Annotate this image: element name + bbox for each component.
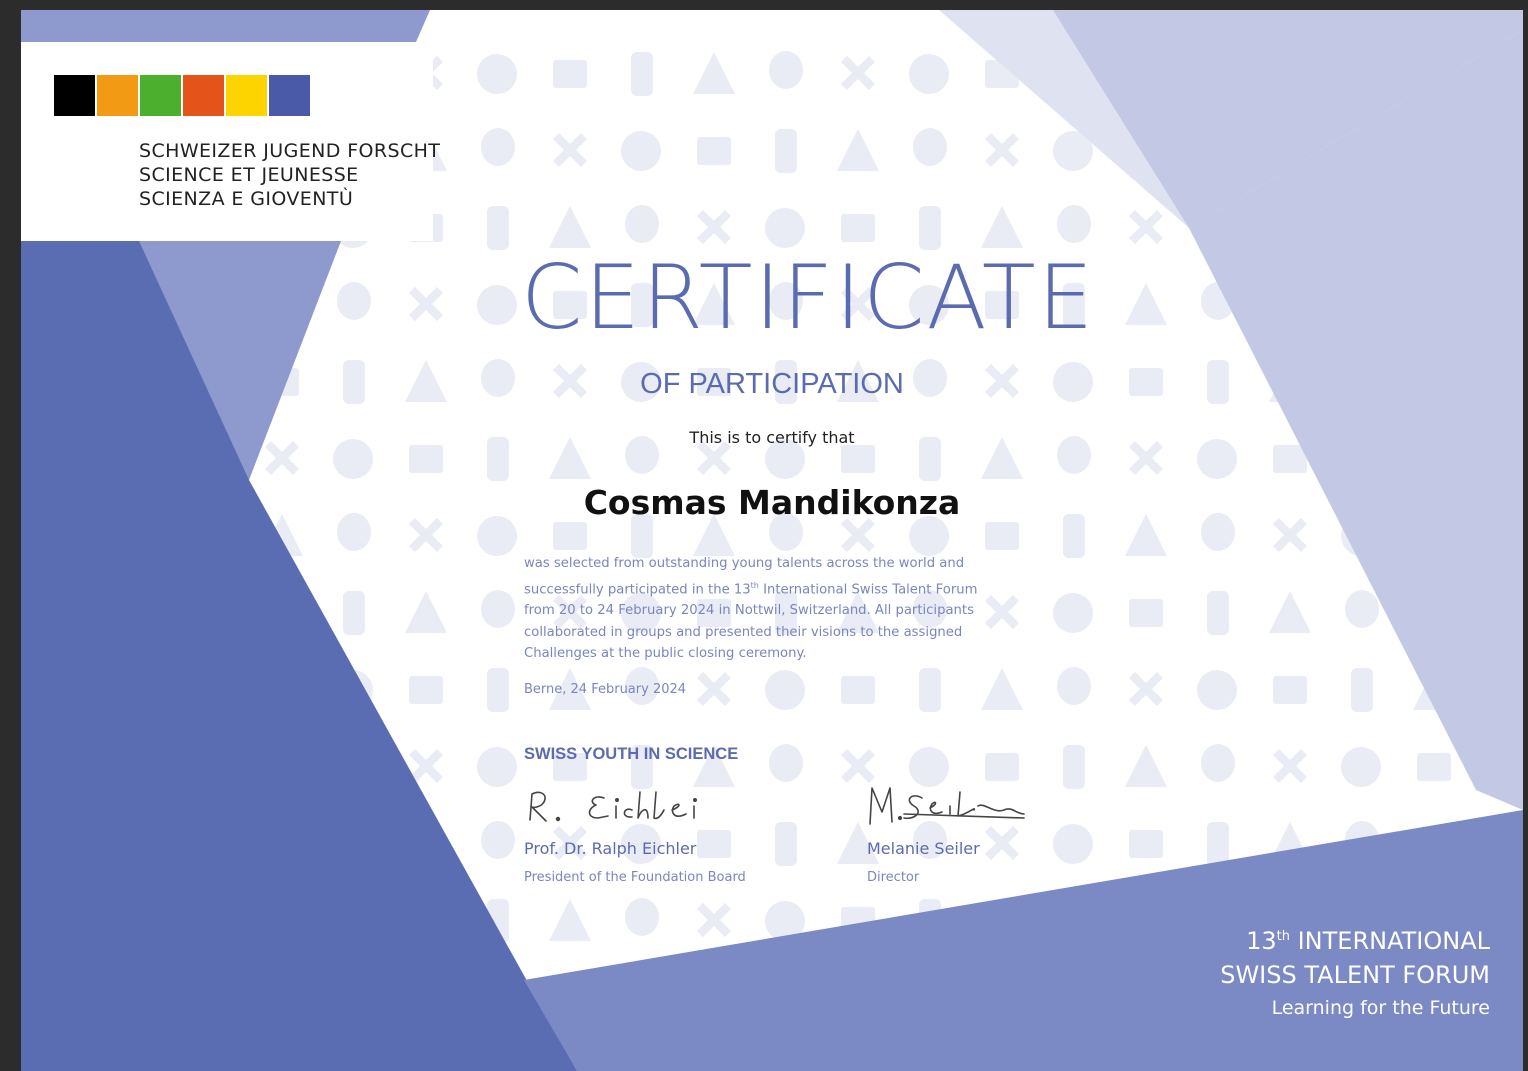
pattern-icon [405,360,447,402]
pattern-icon [1201,744,1235,782]
pattern-icon [1053,593,1093,633]
pattern-icon [549,899,591,941]
pattern-icon [1057,667,1091,705]
pattern-icon [1201,513,1235,551]
pattern-icon [985,826,1019,860]
pattern-icon [1207,591,1229,635]
pattern-icon [477,747,517,787]
pattern-icon [1053,362,1093,402]
pattern-icon [409,287,443,321]
pattern-icon [477,54,517,94]
pattern-icon [1125,745,1167,787]
logo-color-bar-orange [97,75,138,116]
pattern-icon [1197,439,1237,479]
pattern-icon [1129,672,1163,706]
pattern-icon [477,516,517,556]
pattern-icon [1053,824,1093,864]
forum-line-1 [1220,920,1490,958]
recipient-name: Cosmas Mandikonza [583,483,961,522]
pattern-icon [1273,749,1307,783]
pattern-icon [1207,360,1229,404]
pattern-icon [481,590,515,628]
pattern-icon [343,591,365,635]
pattern-icon [985,522,1019,550]
body-text-part2: International Swiss Talent Forum from 20 to 24 February 2024 in Nottwil, Switzerland. All participants collaborated in groups and presented their visions to the assigned Challenges at the public closing ceremony. [524,581,978,662]
place-date: Berne, 24 February 2024 [524,682,687,697]
pattern-icon [765,670,805,710]
logo-color-bar-green [140,75,181,116]
pattern-icon [1207,822,1229,866]
logo-color-bar-black [54,75,95,116]
signatory-name-2: Melanie Seiler [867,839,980,858]
pattern-icon [265,441,299,475]
pattern-icon [1197,670,1237,710]
certificate-body-text [524,553,984,665]
pattern-icon [985,595,1019,629]
pattern-icon [697,210,731,244]
pattern-icon [343,360,365,404]
pattern-icon [697,137,731,165]
pattern-icon [837,129,879,171]
pattern-icon [1417,753,1451,781]
body-text-ordinal: th [750,580,759,590]
body-text-part1: was selected from outstanding young talents across the world and successfully participated in the 13 [524,556,965,597]
pattern-icon [553,133,587,167]
certificate-title: CERTIFICATE [521,246,1096,349]
pattern-icon [1273,445,1307,473]
certify-text: This is to certify that [689,428,855,447]
pattern-icon [409,676,443,704]
pattern-icon [985,753,1019,781]
signature-eichler [524,788,739,828]
pattern-icon [481,359,515,397]
pattern-icon [1129,368,1163,396]
pattern-icon [405,591,447,633]
pattern-icon [919,668,941,712]
pattern-icon [1125,514,1167,556]
pattern-icon [1063,745,1085,789]
logo-color-bar-yellow [226,75,267,116]
forum-tagline: Learning for the Future [1271,997,1490,1019]
pattern-icon [697,672,731,706]
pattern-icon [1341,747,1381,787]
pattern-icon [775,129,797,173]
pattern-icon [487,437,509,481]
top-left-band [21,10,430,42]
pattern-icon [841,56,875,90]
certificate-subtitle: OF PARTICIPATION [640,368,904,400]
pattern-icon [697,903,731,937]
pattern-icon [841,676,875,704]
pattern-icon [625,205,659,243]
signatory-role-2: Director [867,870,920,885]
signature-seiler [864,784,1034,828]
forum-title-block [1220,920,1490,1024]
pattern-icon [625,898,659,936]
pattern-icon [333,439,373,479]
pattern-icon [553,60,587,88]
org-name-french: SCIENCE ET JEUNESSE [139,164,359,186]
certificate-page [21,10,1523,1071]
pattern-icon [1129,441,1163,475]
pattern-icon [631,52,653,96]
pattern-icon [1269,591,1311,633]
pattern-icon [621,131,661,171]
pattern-icon [481,821,515,859]
organization-heading: SWISS YOUTH IN SCIENCE [524,745,739,763]
pattern-icon [481,128,515,166]
pattern-icon [981,206,1023,248]
pattern-icon [409,445,443,473]
pattern-icon [477,285,517,325]
pattern-icon [1345,590,1379,628]
pattern-icon [909,516,949,556]
pattern-icon [841,749,875,783]
forum-number: 13 [1246,927,1277,955]
pattern-icon [1129,599,1163,627]
pattern-icon [549,206,591,248]
logo-color-bar-red [183,75,224,116]
pattern-icon [841,445,875,473]
signatory-role-1: President of the Foundation Board [524,870,746,885]
pattern-icon [981,668,1023,710]
pattern-icon [841,518,875,552]
forum-ordinal: th [1276,929,1290,944]
org-name-italian: SCIENZA E GIOVENTÙ [139,188,354,210]
pattern-icon [409,518,443,552]
pattern-icon [487,668,509,712]
signatory-name-1: Prof. Dr. Ralph Eichler [524,839,697,858]
pattern-icon [337,282,371,320]
organization-logo-card [21,42,441,241]
pattern-icon [697,830,731,858]
pattern-icon [765,208,805,248]
pattern-icon [1129,830,1163,858]
pattern-icon [841,214,875,242]
pattern-icon [775,822,797,866]
logo-color-bar-blue [269,75,310,116]
pattern-icon [909,54,949,94]
pattern-icon [1125,283,1167,325]
pattern-icon [1351,668,1373,712]
org-name-german: SCHWEIZER JUGEND FORSCHT [139,140,441,162]
pattern-icon [913,128,947,166]
pattern-icon [909,747,949,787]
pattern-icon [1273,676,1307,704]
pattern-icon [1273,518,1307,552]
pattern-icon [553,522,587,550]
pattern-icon [337,513,371,551]
pattern-icon [985,133,1019,167]
forum-line-2: SWISS TALENT FORUM [1220,961,1490,989]
pattern-icon [1057,436,1091,474]
pattern-icon [769,744,803,782]
pattern-icon [487,206,509,250]
pattern-icon [693,52,735,94]
pattern-icon [1057,205,1091,243]
forum-line-1-rest: INTERNATIONAL [1289,927,1490,955]
pattern-icon [1129,210,1163,244]
pattern-icon [769,51,803,89]
pattern-icon [919,206,941,250]
